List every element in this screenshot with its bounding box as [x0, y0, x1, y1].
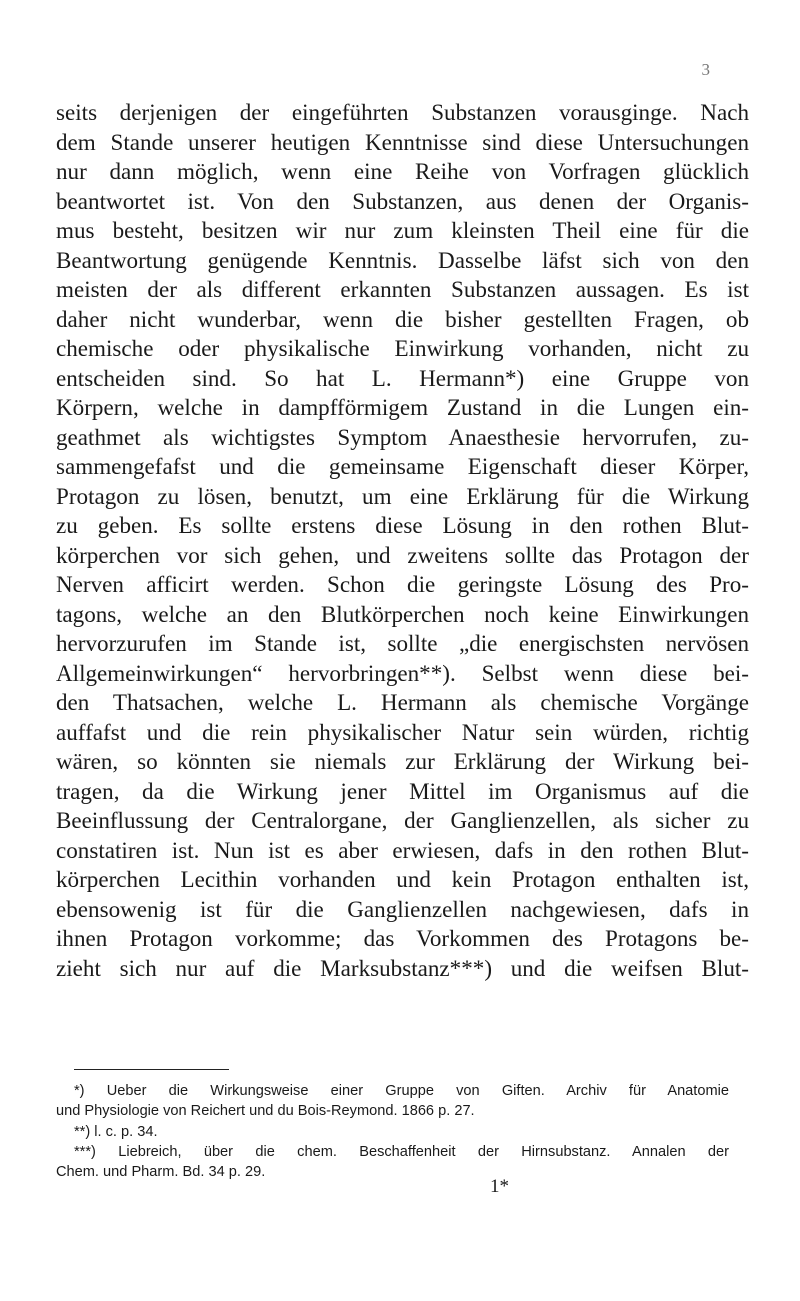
body-line: ihnen Protagon vorkomme; das Vorkommen des Protagons be-	[56, 925, 749, 951]
body-line: entscheiden sind. So hat L. Hermann*) eine Gruppe von	[56, 364, 749, 391]
footnote-line: ***) Liebreich, über die chem. Beschaffenheit der Hirnsubstanz. Annalen der	[74, 1143, 729, 1160]
body-line: auffafst und die rein physikalischer Natur sein würden, richtig	[56, 718, 749, 745]
body-line: körperchen vor sich gehen, und zweitens sollte das Protagon der	[56, 541, 749, 568]
footnotes	[56, 1081, 729, 1182]
body-line: meisten der als different erkannten Substanzen aussagen. Es ist	[56, 276, 749, 302]
signature-mark: 1*	[490, 1176, 509, 1197]
body-line: zieht sich nur auf die Marksubstanz***) und die weifsen Blut-	[56, 954, 749, 981]
body-line: wären, so könnten sie niemals zur Erklärung der Wirkung bei-	[56, 748, 749, 774]
footnote-divider	[74, 1069, 229, 1070]
body-line: zu geben. Es sollte erstens diese Lösung in den rothen Blut-	[56, 512, 749, 538]
body-line: Beeinflussung der Centralorgane, der Ganglienzellen, als sicher zu	[56, 807, 749, 833]
footnote-line: *) Ueber die Wirkungsweise einer Gruppe von Giften. Archiv für Anatomie	[74, 1083, 729, 1099]
body-line: nur dann möglich, wenn eine Reihe von Vorfragen glücklich	[56, 158, 749, 184]
body-text	[56, 98, 749, 983]
body-line: Allgemeinwirkungen“ hervorbringen**). Selbst wenn diese bei-	[56, 659, 749, 686]
body-line: tagons, welche an den Blutkörperchen noch keine Einwirkungen	[56, 600, 749, 627]
body-line: sammengefafst und die gemeinsame Eigenschaft dieser Körper,	[56, 453, 749, 479]
body-line: tragen, da die Wirkung jener Mittel im Organismus auf die	[56, 777, 749, 804]
body-line: geathmet als wichtigstes Symptom Anaesthesie hervorrufen, zu-	[56, 423, 749, 450]
body-line: hervorzurufen im Stande ist, sollte „die energischsten nervösen	[56, 630, 749, 656]
page-number: 3	[701, 60, 710, 79]
body-line: den Thatsachen, welche L. Hermann als chemische Vorgänge	[56, 689, 749, 715]
body-line: seits derjenigen der eingeführten Substanzen vorausginge. Nach	[56, 99, 749, 125]
body-line: Nerven afficirt werden. Schon die geringste Lösung des Pro-	[56, 571, 749, 597]
body-line: ebensowenig ist für die Ganglienzellen nachgewiesen, dafs in	[56, 895, 749, 922]
body-line: mus besteht, besitzen wir nur zum kleinsten Theil eine für die	[56, 217, 749, 243]
body-line: Körpern, welche in dampfförmigem Zustand in die Lungen ein-	[56, 394, 749, 420]
body-line: Protagon zu lösen, benutzt, um eine Erklärung für die Wirkung	[56, 482, 749, 509]
footnote-line: **) l. c. p. 34.	[74, 1123, 158, 1140]
body-line: constatiren ist. Nun ist es aber erwiesen, dafs in den rothen Blut-	[56, 836, 749, 863]
body-line: chemische oder physikalische Einwirkung vorhanden, nicht zu	[56, 335, 749, 361]
body-line: daher nicht wunderbar, wenn die bisher gestellten Fragen, ob	[56, 305, 749, 332]
body-line: dem Stande unserer heutigen Kenntnisse sind diese Untersuchungen	[56, 128, 749, 155]
footnote-line: Chem. und Pharm. Bd. 34 p. 29.	[56, 1164, 266, 1181]
footnote-line: und Physiologie von Reichert und du Bois-Reymond. 1866 p. 27.	[56, 1103, 475, 1120]
body-line: beantwortet ist. Von den Substanzen, aus denen der Organis-	[56, 187, 749, 214]
body-line: körperchen Lecithin vorhanden und kein Protagon enthalten ist,	[56, 866, 749, 892]
body-line: Beantwortung genügende Kenntnis. Dasselbe läfst sich von den	[56, 246, 749, 273]
